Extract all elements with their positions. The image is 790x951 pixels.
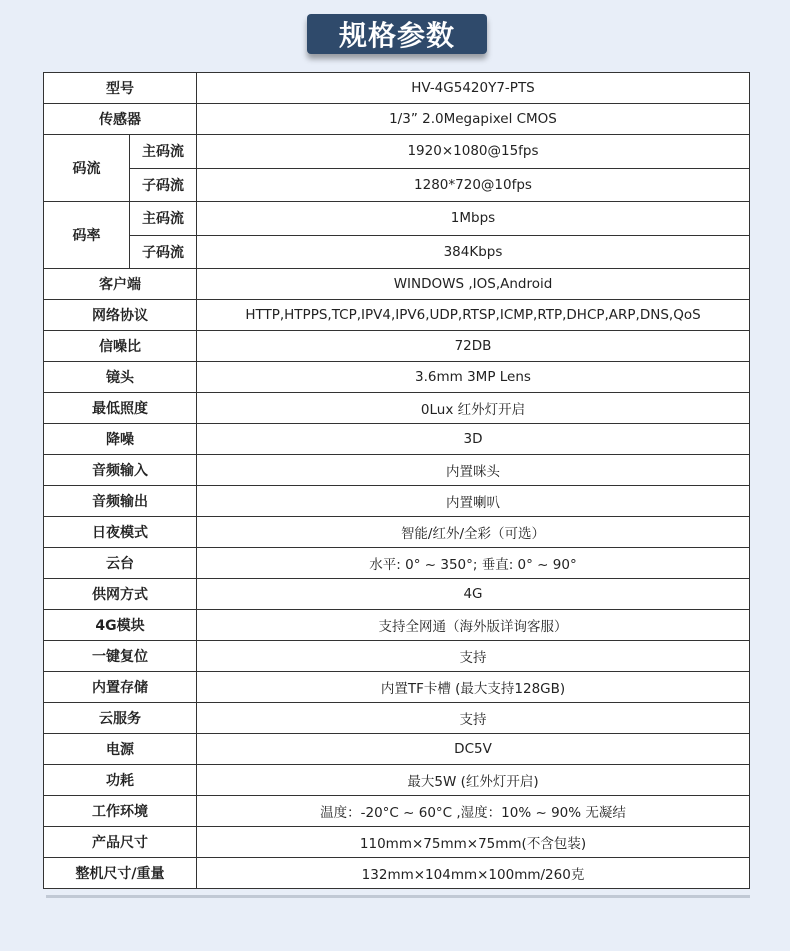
spec-label: 音频输出 bbox=[44, 486, 197, 517]
spec-value: 1920×1080@15fps bbox=[197, 135, 750, 169]
table-row bbox=[44, 858, 750, 889]
table-row bbox=[44, 300, 750, 331]
spec-value: 支持 bbox=[197, 703, 750, 734]
spec-value: 72DB bbox=[197, 331, 750, 362]
table-row bbox=[44, 827, 750, 858]
spec-label: 云服务 bbox=[44, 703, 197, 734]
spec-label: 一键复位 bbox=[44, 641, 197, 672]
spec-value: 温度：-20°C ~ 60°C ,湿度：10% ~ 90% 无凝结 bbox=[197, 796, 750, 827]
table-row bbox=[44, 362, 750, 393]
spec-label: 客户端 bbox=[44, 269, 197, 300]
spec-label: 网络协议 bbox=[44, 300, 197, 331]
table-row bbox=[44, 135, 750, 169]
table-row bbox=[44, 703, 750, 734]
spec-value: 384Kbps bbox=[197, 235, 750, 269]
spec-label: 整机尺寸/重量 bbox=[44, 858, 197, 889]
table-row bbox=[44, 610, 750, 641]
spec-sublabel: 主码流 bbox=[130, 135, 197, 169]
table-row bbox=[44, 269, 750, 300]
spec-value: 支持全网通（海外版详询客服） bbox=[197, 610, 750, 641]
spec-label: 码率 bbox=[44, 202, 130, 269]
spec-label: 云台 bbox=[44, 548, 197, 579]
spec-label: 供网方式 bbox=[44, 579, 197, 610]
spec-value: 内置喇叭 bbox=[197, 486, 750, 517]
table-row bbox=[44, 796, 750, 827]
spec-label: 日夜模式 bbox=[44, 517, 197, 548]
spec-label: 功耗 bbox=[44, 765, 197, 796]
spec-value: 内置咪头 bbox=[197, 455, 750, 486]
table-row bbox=[44, 765, 750, 796]
spec-value: 1280*720@10fps bbox=[197, 168, 750, 202]
spec-value: 最大5W (红外灯开启) bbox=[197, 765, 750, 796]
spec-label: 型号 bbox=[44, 73, 197, 104]
spec-label: 信噪比 bbox=[44, 331, 197, 362]
spec-sublabel: 子码流 bbox=[130, 168, 197, 202]
table-row bbox=[44, 641, 750, 672]
spec-label: 音频输入 bbox=[44, 455, 197, 486]
spec-label: 4G模块 bbox=[44, 610, 197, 641]
spec-label: 产品尺寸 bbox=[44, 827, 197, 858]
spec-value: 内置TF卡槽 (最大支持128GB) bbox=[197, 672, 750, 703]
spec-table-body bbox=[44, 73, 750, 889]
spec-table bbox=[43, 72, 750, 889]
spec-value: 110mm×75mm×75mm(不含包装) bbox=[197, 827, 750, 858]
table-row bbox=[44, 517, 750, 548]
spec-sublabel: 主码流 bbox=[130, 202, 197, 236]
table-row bbox=[44, 331, 750, 362]
spec-label: 码流 bbox=[44, 135, 130, 202]
spec-value: 3.6mm 3MP Lens bbox=[197, 362, 750, 393]
spec-value: 水平: 0° ~ 350°; 垂直: 0° ~ 90° bbox=[197, 548, 750, 579]
spec-value: DC5V bbox=[197, 734, 750, 765]
spec-value: 1Mbps bbox=[197, 202, 750, 236]
spec-value: 3D bbox=[197, 424, 750, 455]
table-row bbox=[44, 73, 750, 104]
table-row bbox=[44, 548, 750, 579]
table-row bbox=[44, 104, 750, 135]
spec-value: 4G bbox=[197, 579, 750, 610]
table-row bbox=[44, 579, 750, 610]
spec-value: 1/3” 2.0Megapixel CMOS bbox=[197, 104, 750, 135]
spec-value: HTTP,HTPPS,TCP,IPV4,IPV6,UDP,RTSP,ICMP,RTP,DHCP,ARP,DNS,QoS bbox=[197, 300, 750, 331]
spec-label: 内置存储 bbox=[44, 672, 197, 703]
table-row bbox=[44, 235, 750, 269]
spec-value: 支持 bbox=[197, 641, 750, 672]
spec-sublabel: 子码流 bbox=[130, 235, 197, 269]
table-row bbox=[44, 672, 750, 703]
spec-value: 智能/红外/全彩（可选） bbox=[197, 517, 750, 548]
table-shadow bbox=[46, 895, 750, 898]
table-row bbox=[44, 734, 750, 765]
spec-value: WINDOWS ,IOS,Android bbox=[197, 269, 750, 300]
spec-value: 132mm×104mm×100mm/260克 bbox=[197, 858, 750, 889]
spec-label: 工作环境 bbox=[44, 796, 197, 827]
spec-value: 0Lux 红外灯开启 bbox=[197, 393, 750, 424]
spec-label: 最低照度 bbox=[44, 393, 197, 424]
page-title: 规格参数 bbox=[307, 14, 487, 54]
spec-value: HV-4G5420Y7-PTS bbox=[197, 73, 750, 104]
table-row bbox=[44, 202, 750, 236]
table-row bbox=[44, 486, 750, 517]
table-row bbox=[44, 168, 750, 202]
table-row bbox=[44, 393, 750, 424]
spec-label: 降噪 bbox=[44, 424, 197, 455]
spec-label: 镜头 bbox=[44, 362, 197, 393]
table-row bbox=[44, 424, 750, 455]
spec-label: 电源 bbox=[44, 734, 197, 765]
table-row bbox=[44, 455, 750, 486]
spec-label: 传感器 bbox=[44, 104, 197, 135]
